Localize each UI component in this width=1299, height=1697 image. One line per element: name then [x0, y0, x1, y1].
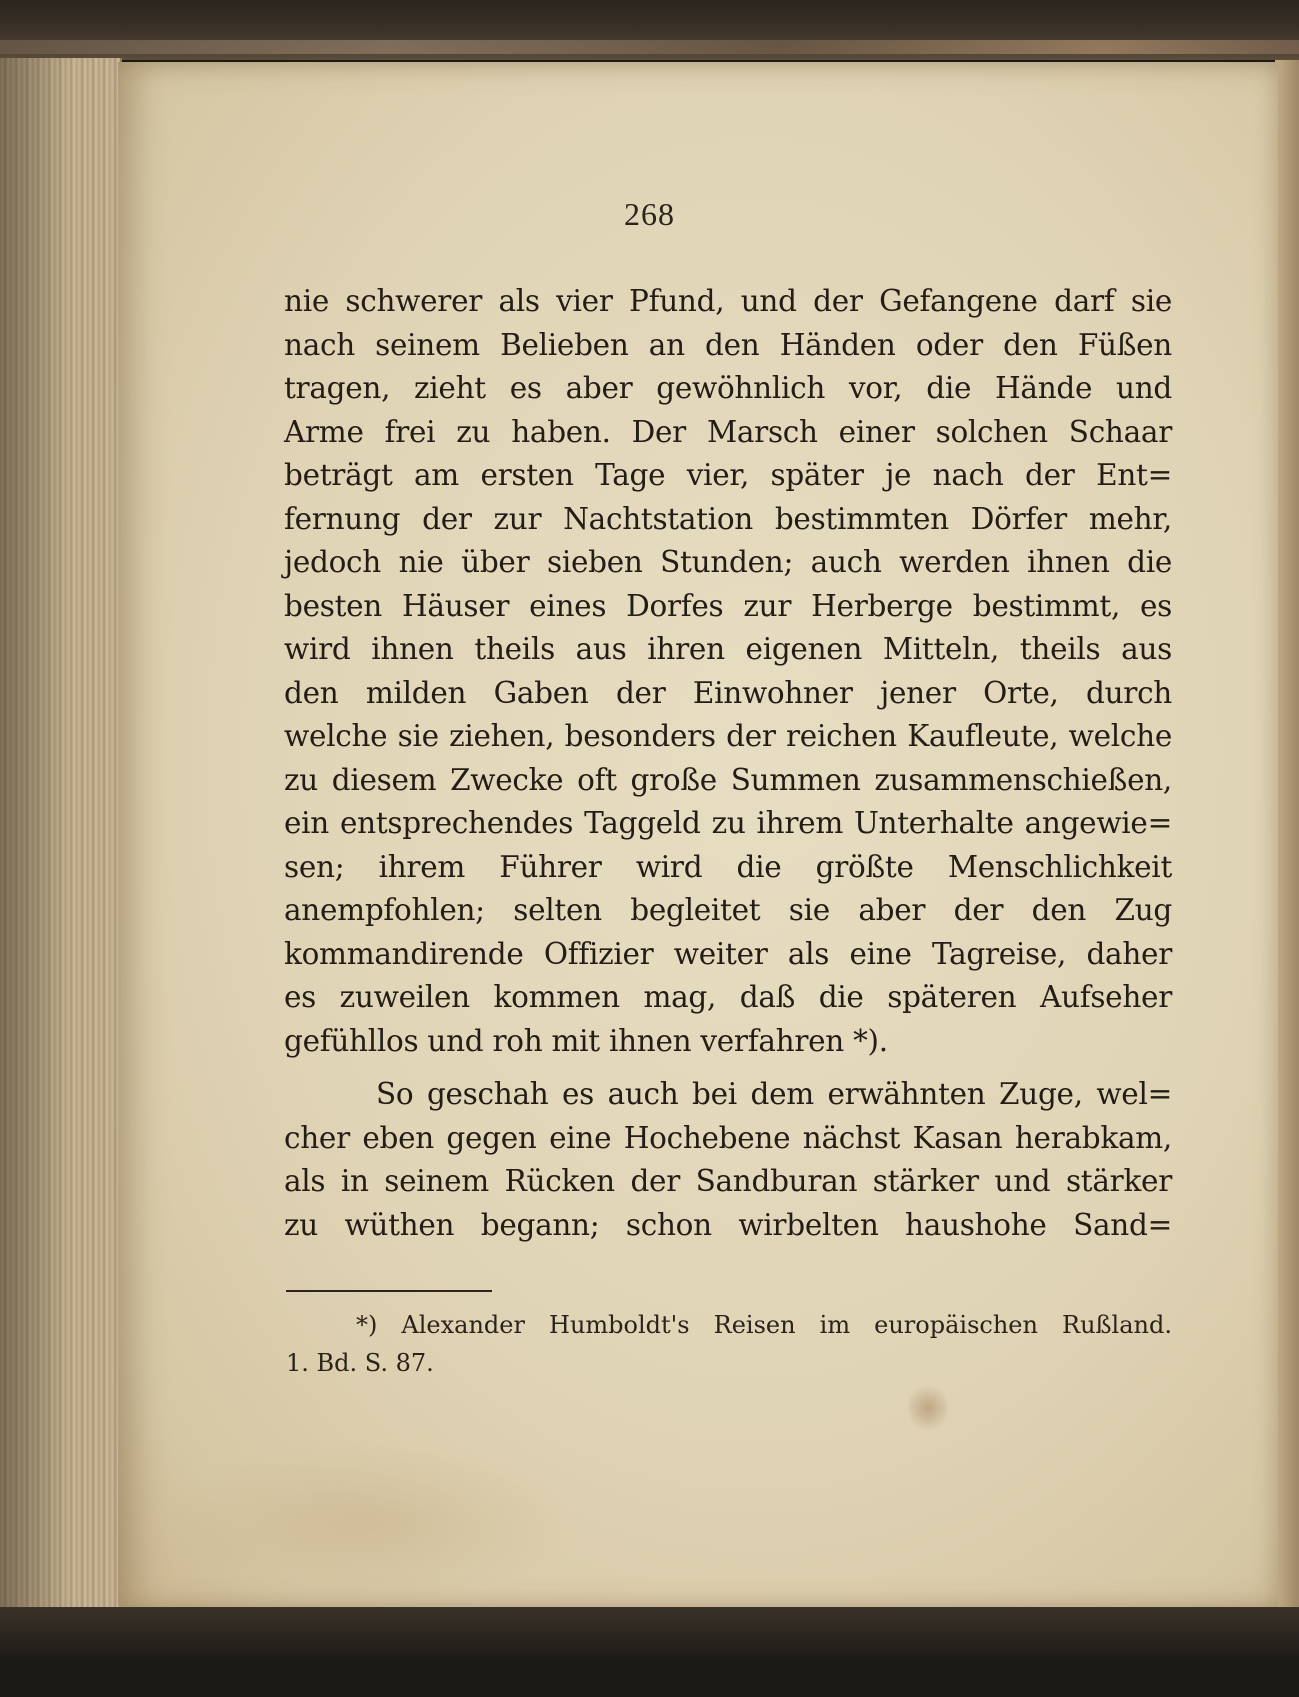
right-page-edge — [1275, 60, 1299, 1620]
text-line: cher eben gegen eine Hochebene nächst Kasan herabkam, — [284, 1120, 1172, 1155]
text-line: als in seinem Rücken der Sandburan stärker und stärker — [284, 1164, 1172, 1198]
footnote-line: *) Alexander Humboldt's Reisen im europäischen Rußland. — [356, 1311, 1172, 1339]
text-line: anempfohlen; selten begleitet sie aber der den Zug — [284, 893, 1172, 927]
text-line: welche sie ziehen, besonders der reichen Kaufleute, welche — [284, 719, 1172, 753]
footnote-rule — [286, 1290, 492, 1292]
text-line: beträgt am ersten Tage vier, später je nach der Ent= — [284, 458, 1172, 492]
body-text — [284, 280, 1172, 1247]
text-line: es zuweilen kommen mag, daß die späteren Aufseher — [284, 980, 1172, 1014]
text-line: sen; ihrem Führer wird die größte Menschlichkeit — [284, 849, 1172, 884]
text-line: So geschah es auch bei dem erwähnten Zuge, wel= — [376, 1077, 1172, 1111]
text-line: jedoch nie über sieben Stunden; auch werden ihnen die — [284, 545, 1172, 579]
text-line: nach seinem Belieben an den Händen oder den Füßen — [284, 327, 1172, 362]
footnote-line: 1. Bd. S. 87. — [286, 1349, 434, 1377]
footnote — [286, 1306, 1172, 1382]
stain — [908, 1382, 948, 1434]
text-line: Arme frei zu haben. Der Marsch einer solchen Schaar — [284, 414, 1172, 449]
text-line: zu wüthen begann; schon wirbelten haushohe Sand= — [284, 1207, 1172, 1242]
page-number: 268 — [624, 196, 675, 232]
text-line: tragen, zieht es aber gewöhnlich vor, die Hände und — [284, 371, 1172, 405]
text-line: kommandirende Offizier weiter als eine Tagreise, daher — [284, 936, 1172, 971]
page-edges — [0, 58, 122, 1618]
text-line: ein entsprechendes Taggeld zu ihrem Unterhalte angewie= — [284, 806, 1172, 840]
foxing — [158, 1442, 578, 1602]
text-line: den milden Gaben der Einwohner jener Orte, durch — [284, 675, 1172, 710]
top-binding — [0, 0, 1299, 60]
text-line: fernung der zur Nachtstation bestimmten Dörfer mehr, — [284, 501, 1172, 536]
text-line: gefühllos und roh mit ihnen verfahren *). — [284, 1023, 888, 1058]
text-line: besten Häuser eines Dorfes zur Herberge bestimmt, es — [284, 588, 1172, 623]
text-line: nie schwerer als vier Pfund, und der Gefangene darf sie — [284, 284, 1172, 318]
text-line: wird ihnen theils aus ihren eigenen Mitteln, theils aus — [284, 632, 1172, 666]
bottom-binding — [0, 1607, 1299, 1697]
text-line: zu diesem Zwecke oft große Summen zusammenschießen, — [284, 762, 1172, 797]
